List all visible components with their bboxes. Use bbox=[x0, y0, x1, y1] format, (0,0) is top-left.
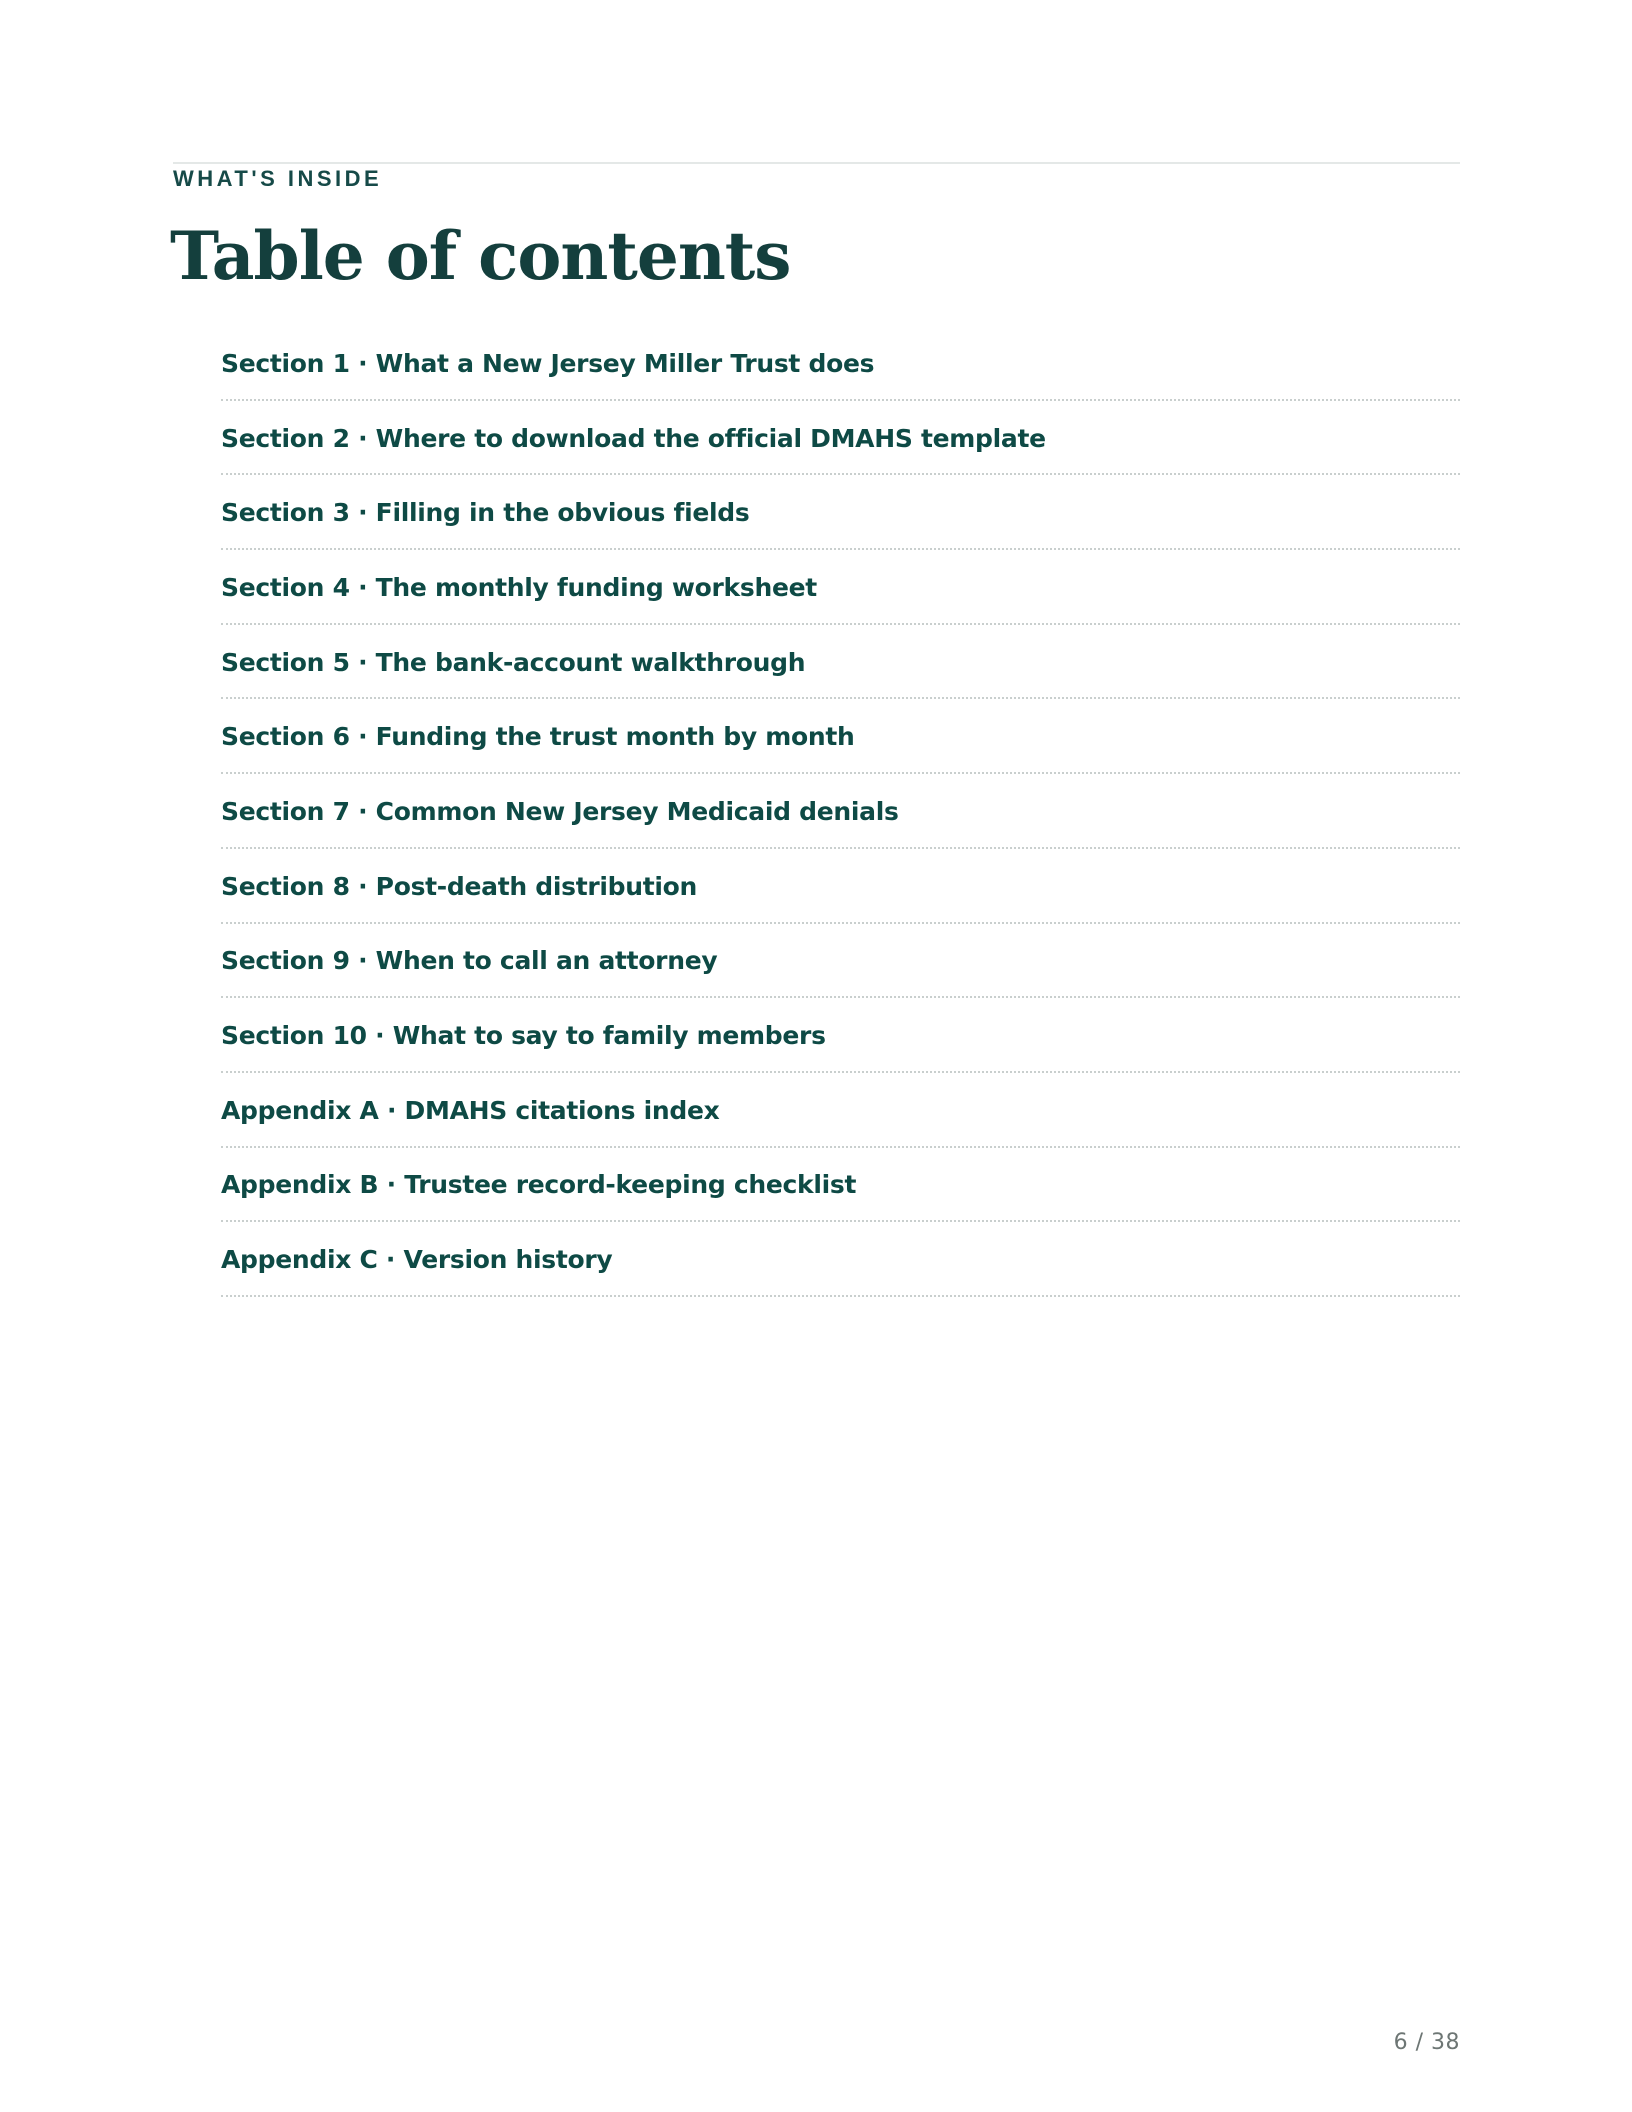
toc-item-section-10 bbox=[221, 998, 1460, 1073]
page-number: 6 / 38 bbox=[1393, 2030, 1460, 2055]
toc-item-appendix-b bbox=[221, 1148, 1460, 1223]
toc-item-appendix-a bbox=[221, 1073, 1460, 1148]
toc-link-section-6[interactable]: Section 6 · Funding the trust month by month bbox=[221, 722, 855, 752]
toc-link-section-5[interactable]: Section 5 · The bank-account walkthrough bbox=[221, 647, 806, 677]
toc-item-section-1 bbox=[221, 326, 1460, 401]
toc-item-section-6 bbox=[221, 699, 1460, 774]
toc-item-section-2 bbox=[221, 401, 1460, 476]
toc-link-section-2[interactable]: Section 2 · Where to download the official DMAHS template bbox=[221, 423, 1046, 453]
toc-item-appendix-c bbox=[221, 1222, 1460, 1297]
page-title: Table of contents bbox=[170, 217, 791, 295]
toc-item-section-7 bbox=[221, 774, 1460, 849]
toc-item-section-8 bbox=[221, 849, 1460, 924]
toc-link-section-4[interactable]: Section 4 · The monthly funding worksheet bbox=[221, 572, 817, 602]
toc-link-section-8[interactable]: Section 8 · Post-death distribution bbox=[221, 871, 698, 901]
toc-link-section-10[interactable]: Section 10 · What to say to family members bbox=[221, 1021, 826, 1051]
table-of-contents bbox=[221, 326, 1460, 1297]
toc-link-section-7[interactable]: Section 7 · Common New Jersey Medicaid denials bbox=[221, 796, 899, 826]
toc-link-appendix-a[interactable]: Appendix A · DMAHS citations index bbox=[221, 1095, 720, 1125]
toc-link-section-9[interactable]: Section 9 · When to call an attorney bbox=[221, 946, 718, 976]
toc-item-section-9 bbox=[221, 924, 1460, 999]
toc-item-section-3 bbox=[221, 475, 1460, 550]
toc-item-section-4 bbox=[221, 550, 1460, 625]
toc-link-appendix-c[interactable]: Appendix C · Version history bbox=[221, 1245, 613, 1275]
section-eyebrow: WHAT'S INSIDE bbox=[173, 166, 383, 191]
toc-item-section-5 bbox=[221, 625, 1460, 700]
toc-link-section-3[interactable]: Section 3 · Filling in the obvious fields bbox=[221, 498, 750, 528]
header-rule bbox=[173, 162, 1460, 164]
toc-link-section-1[interactable]: Section 1 · What a New Jersey Miller Trust does bbox=[221, 348, 875, 378]
toc-link-appendix-b[interactable]: Appendix B · Trustee record-keeping checklist bbox=[221, 1170, 857, 1200]
